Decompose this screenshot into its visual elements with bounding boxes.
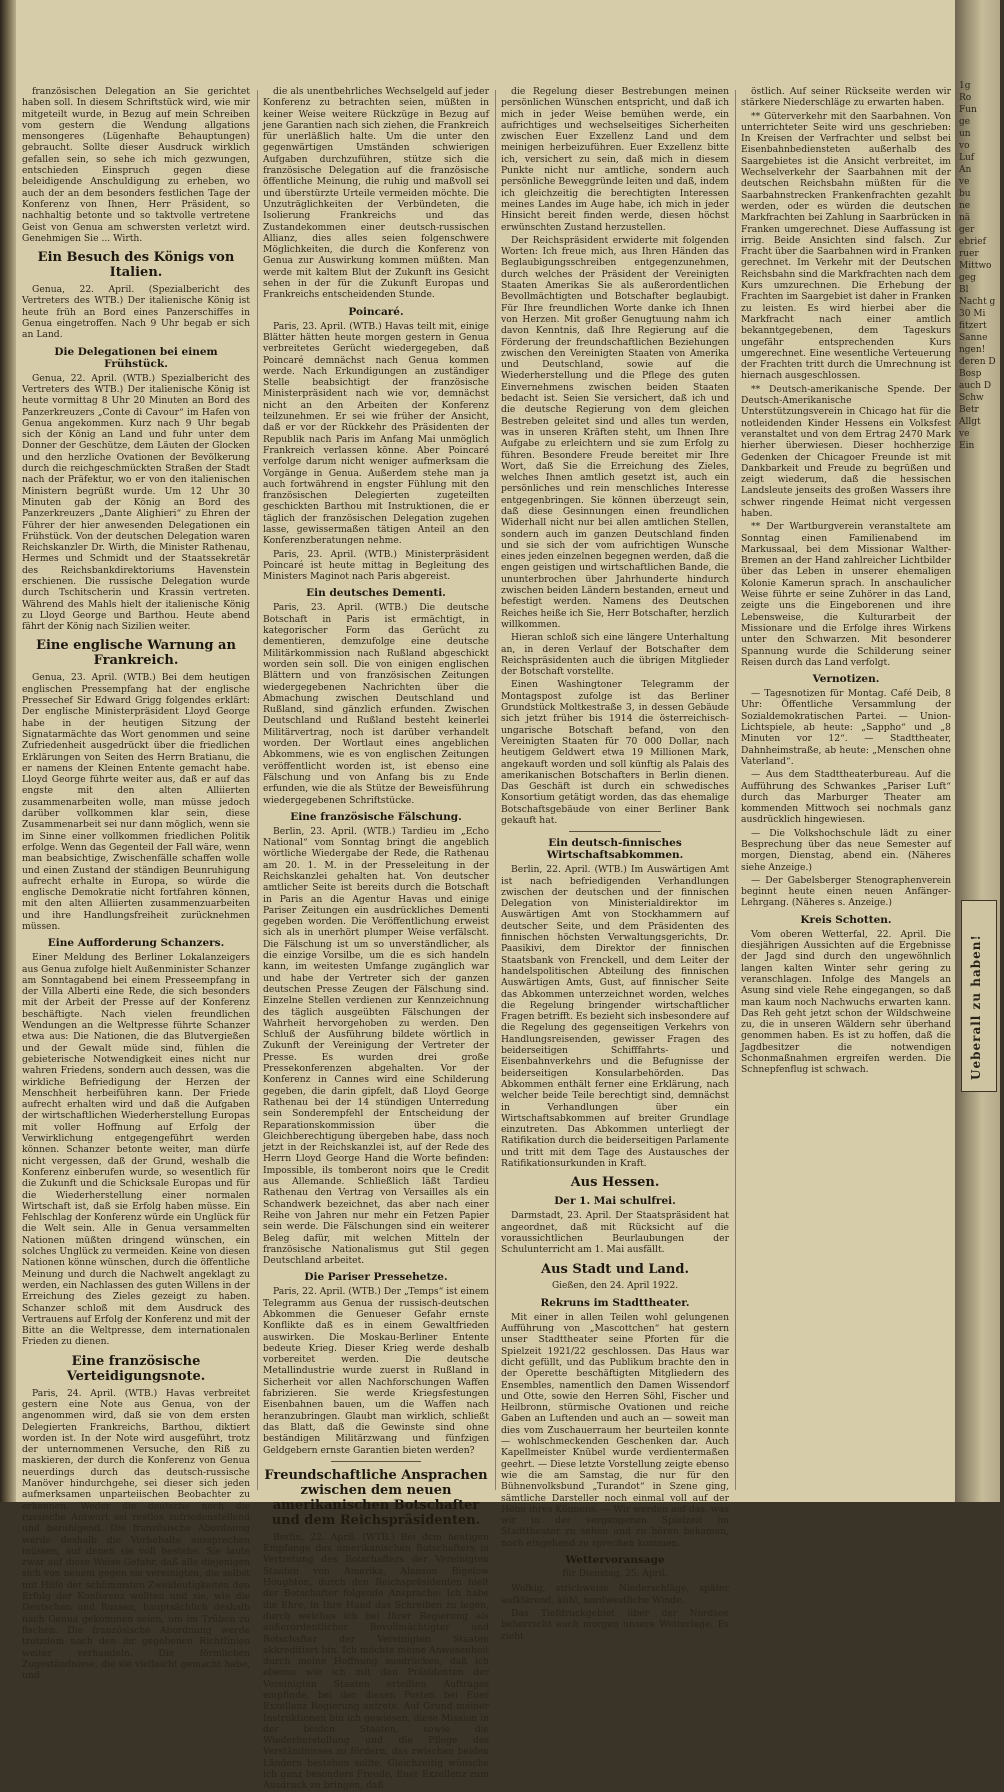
column-2	[263, 86, 489, 1792]
article-text: ** Der Wartburgverein veranstaltete am Sonntag einen Familienabend im Markussaal, bei dem Missionar Walther-Bremen an der Hand zahlreicher Lichtbilder über das Leben in unserer ehemaligen Kolonie Kamerun sprach. In anschaulicher Weise führte er seine Zuhörer in das Land, zeigte uns die Eingeborenen und ihre Lebensweise, die Kulturarbeit der Missionare und die Erfolge ihres Wirkens unter den Schwarzen. Mit besonderer Spannung wurde die Schilderung seiner Reisen durch das Land verfolgt.	[741, 521, 951, 668]
article-text: Paris, 23. April. (WTB.) Die deutsche Botschaft in Paris ist ermächtigt, in kategorischer Form das Gerücht zu dementieren, demzufolge eine deutsche Militärkommission nach Rußland abgeschickt worden sein soll. Die von einigen englischen Blättern und von französischen Zeitungen wiedergegebenen Nachrichten über die Abmachung zwischen Deutschland und Rußland, sind gänzlich erfunden. Zwischen Deutschland und Rußland besteht keinerlei Militärvertrag, noch ist darüber verhandelt worden. Der Wortlaut eines angeblichen Abkommens, wie es von englischen Zeitungen veröffentlicht worden ist, ist ebenso eine Fälschung und von Anfang bis zu Ende erfunden, wie die als Stütze der Beweisführung wiedergegebenen Schriftstücke.	[263, 602, 489, 806]
headline-stadttheater: Rekruns im Stadttheater.	[540, 1296, 690, 1309]
headline-englische-warnung: Eine englische Warnung an Frankreich.	[36, 638, 236, 669]
edge-snippet: ebrief	[959, 237, 986, 247]
edge-snippet: ge	[959, 117, 971, 127]
edge-snippet: Luf	[959, 153, 975, 163]
article-text: Berlin, 23. April. (WTB.) Tardieu im „Echo National“ vom Sonntag bringt die angeblich wörtliche Wiedergabe der Rede, die Rathenau am 20. 1. M. in der Presseleitung in der Reichskanzlei gehalten hat. Von deutscher amtlicher Seite ist bereits durch die Botschaft in Paris an die Agentur Havas und einige Pariser Zeitungen ein ausdrückliches Dementi gegeben worden. Die Veröffentlichung erweist sich als in unerhört plumper Weise verfälscht. Die Fälschung ist um so unverständlicher, als die einzige Vorsilbe, um die es sich handeln kann, im weitesten Umfange zugänglich war und habe der Vertreter sich der ganzen deutschen Presse Zeugen der Fälschung sind. Einzelne Stellen verdienen zur Kennzeichnung des täglich ausgeübten Fälschungen der Wahrheit hervorgehoben zu werden. Den Schluß der Ausführung bildete wörtlich in Zukunft der Vereinigung der Vertreter der Presse. Es wurden drei große Pressekonferenzen abgehalten. Vor der Konferenz in Cannes wird eine Schilderung gegeben, die darin gipfelt, daß Lloyd George Rathenau bei der 14 stündigen Unterredung sein Sonderempfehl der Entscheidung der Reparationskommission über die Gleichberechtigung übergeben habe, dass noch jetzt in der Reichskanzlei ist, auf der Rede des Herrn Lloyd George Hand die Worte befinden: Impossible, ils tomberont noirs que le Credit aus Allemande. Schließlich läßt Tardieu Rathenau den Vertrag von Versailles als ein Schandwerk bezeichnet, das aber nach einer Reihe von Jahren nur mehr ein Fetzen Papier sein werde. Die Fälschungen sind ein weiterer Beleg dafür, mit welchen Mitteln der französische Nationalismus gut Stil gegen Deutschland arbeitet.	[263, 825, 489, 1267]
article-text: Paris, 23. April. (WTB.) Havas teilt mit, einige Blätter hätten heute morgen gestern in Genua verbreitetes Gerücht wiedergegeben, daß Poincaré demnächst nach Genua kommen werde. Nach Erkundigungen an zuständiger Stelle beabsichtigt der französische Ministerpräsident nach wie vor, demnächst nicht an den Arbeiten der Konferenz teilzunehmen. Er sei wie früher der Ansicht, daß er vor der Rückkehr des Präsidenten der Republik nach Paris im Anfang Mai unmöglich Frankreich verlassen könne. Aber Poincaré verfolge darum nicht weniger aufmerksam die Vorgänge in Genua. Außerdem stehe man ja auch fortwährend in engster Fühlung mit den französischen Delegierten zugeteilten geschickten Barthou mit Instruktionen, die er täglich der französischen Delegation zugehen lasse, gewissermaßen tätigen Anteil an den Konferenzberatungen nehme.	[263, 320, 489, 547]
adjacent-ad-slogan: Ueberall zu haben!	[969, 934, 983, 1080]
divider-rule	[569, 831, 660, 832]
edge-snippet: vo	[959, 141, 970, 151]
headline-poincare: Poincaré.	[348, 305, 404, 318]
edge-snippet: Ro	[959, 93, 972, 103]
article-text: Genua, 22. April. (WTB.) Spezialbericht des Vertreters des WTB.) Der italienische König ist heute vormittag 8 Uhr 20 Minuten an Bord des Panzerkreuzers „Conte di Cavour“ im Hafen von Genua angekommen. Kurz nach 9 Uhr begab sich der König an Land und fuhr unter dem Donner der Geschütze, dem Läuten der Glocken und den herzliche Ovationen der Bevölkerung durch die reichgeschmückten Straßen der Stadt nach der Präfektur, wo er von den italienischen Ministern begrüßt wurde. Um 12 Uhr 30 Minuten gab der König an Bord des Panzerkreuzers „Dante Alighieri“ zu Ehren der Führer der hier anwesenden Delegationen ein Frühstück. Von der deutschen Delegation waren Reichskanzler Dr. Wirth, die Minister Rathenau, Hermes und Schmidt und der Staatssekretär des Reichsbankdirektoriums Havenstein erschienen. Die russische Delegation wurde durch Tschitscherin und Krassin vertreten. Während des Mahls hielt der italienische König zu Lloyd George und Barthou. Heute abend fährt der König nach Sizilien weiter.	[22, 372, 250, 633]
column-separator	[257, 90, 258, 1490]
edge-snippet: nä	[959, 213, 971, 223]
edge-snippet: Schw	[959, 393, 984, 403]
column-4-intro: östlich. Auf seiner Rückseite werden wir stärkere Niederschläge zu erwarten haben.	[741, 86, 951, 109]
article-text: Genua, 22. April. (Spezialbericht des Vertreters des WTB.) Der italienische König ist heute früh an Bord eines Panzerschiffes in Genua eingetroffen. Nach 9 Uhr begab er sich an Land.	[22, 284, 250, 341]
edge-snippet: ger	[959, 225, 975, 235]
headline-koenig-von-italien: Ein Besuch des Königs von Italien.	[37, 250, 235, 281]
column-3-intro: die Regelung dieser Bestrebungen meinen persönlichen Wünschen entspricht, und daß ich mich in jeder Weise bemühen werde, ein aufrichtiges und wechselseitiges Sicherheiten zwischen Euer Exzellenz Land und dem meinigen herbeizuführen. Euer Exzellenz bitte ich, versichert zu sein, daß mich in diesem Punkte nicht nur amtliche, sondern auch persönliche Beweggründe leiten und daß, indem ich gleichzeitig die berechtigten Interessen meines Landes im Auge habe, ich mich in jeder Hinsicht bereit finden werde, diesen höchst erwünschten Zustand herzustellen.	[501, 86, 729, 233]
article-text: Paris, 22. April. (WTB.) Der „Temps“ ist einem Telegramm aus Genua der russisch-deutschen Abkommen die Genueser Gefahr ernste Konflikte daß es in einem Gewaltfrieden auswirken. Die Moskau-Berliner Entente bedeute Krieg. Dieser Krieg werde deshalb vorbereitet werden. Die deutsche Metallindustrie wurde zuerst in Rußland in Sicherheit vor allen Nachforschungen Waffen fabrizieren. Sie werde Kriegsfestungen Eisenbahnen bauen, um die Waffen nach heranzubringen. Glaubt man wirklich, schließt das Blatt, daß die Gewinste sind ohne beständigen Militärzwang und fünfzigen Geldgebern ernste Garantien bieten werden?	[263, 1286, 489, 1456]
dateline: Gießen, den 24. April 1922.	[551, 1280, 679, 1291]
article-text: Paris, 24. April. (WTB.) Havas verbreitet gestern eine Note aus Genua, von der angenommen wird, daß sie von dem ersten Delegierten Frankreichs, Barthou, diktiert worden ist. In der Note wird ausgeführt, trotz der unternommenen Versuche, den Riß zu maskieren, der durch die Konferenz von Genua neuerdings durch das deutsch-russische Manöver hindurchgehe, sei dieser sich jeden aufmerksamen unparteiischen Beobachter zu erkennen. Weder die deutsche noch die russische Antwort sei restlos zufriedenstellend und beruhigend. Die französische Abordnung werde deshalb die Vorbehalte aussprechen müssen, auf denen sie voll bestehe. Sie laute zwar auf diese Weise Gefahr, daß alle diejenigen sich von neuem gegen sie vereinigten, die selbst mit Hilfe der schlimmsten Zweideutigkeiten den Erfolg der Konferenz wollten und sie, wie die Deutschen und Russen, hauptsächlich deshalb nach Genua gekommen seien, um im Trüben zu fischen. Die französische Abordnung werde trotzdem nach den ihr gegebenen Richtlinien weiter verhandeln. Die förmlichen Zugeständnisse, die sie vielleicht gemacht habe, und	[22, 1387, 250, 1682]
edge-snippet: ve	[959, 429, 970, 439]
headline-kreis-schotten: Kreis Schotten.	[800, 913, 892, 926]
article-text: Vom oberen Wetterfal, 22. April. Die diesjährigen Aussichten auf die Ergebnisse der Jagd sind durch den ungewöhnlich langen kalten Winter sehr gering zu veranschlagen. Infolge des Mangels an Asung sind viele Rehe eingegangen, so daß man kaum noch Nachwuchs erwarten kann. Das Reh geht jetzt schon der Wildschweine zu, die in unseren Wäldern sehr überhand genommen haben. Es ist zu hoffen, daß die Jagdbesitzer die notwendigen Schonmaßnahmen ergreifen werden. Die Schnepfenflug ist schwach.	[741, 928, 951, 1076]
page-gutter	[0, 0, 16, 1502]
subheadline-vernotizen: Vernotizen.	[812, 673, 880, 686]
edge-snippet: un	[959, 129, 971, 139]
article-text: Das Tiefdruckgebiet über der Nordsee beherrscht auch morgen unsere Wetterlage. Es zieht	[501, 1607, 729, 1642]
article-text: Berlin, 22. April. (WTB.) Bei dem heutigen Empfange des amerikanischen Botschafters in Vertretung des Botschafters der Vereinigten Staaten von Amerika, Alanson Bigelow Houghton, durch den Reichspräsidenten hielt der Botschafter folgende Ansprache: Ich habe die Ehre, in Ihre Hand das Schreiben zu legen, durch welches ich bei Ihrer Regierung als außerordentlicher Bevollmächtigter und Botschafter der Vereinigten Staaten akkreditiert bin. Ich möchte meine Anwesenheit durch meine Hoffnung ausdrücken, daß ich ebenso wie ich mit den Präsidenten der Vereinigten Staaten erteilten Auftrages empfinde, bei der diesen Posten bei Euer Exzellenz Regierung antrete. Auf Grund meiner Instruktionen bin ich gewiesen, diese Mission in der beiden Staaten, sowie die Wiederherstellung und die Pflege des Verständnisses zu fördern, das zwischen beiden Ländern bestehen sollte. Gleichzeitig wünsche ich ganz besonders Freude, Euer Exzellenz zum Ausdruck zu bringen, daß	[263, 1531, 489, 1792]
headline-franzoesische-faelschung: Eine französische Fälschung.	[290, 810, 462, 823]
edge-snippet: Sanne	[959, 333, 988, 343]
headline-deutsches-dementi: Ein deutsches Dementi.	[306, 587, 446, 600]
article-text: Einer Meldung des Berliner Lokalanzeigers aus Genua zufolge hielt Außenminister Schanzer am Sonntagabend bei einem Presseempfang in der Villa Alberti eine Rede, die sich besonders mit der Arbeit der Presse auf der Konferenz beschäftigte. Nach vielen freundlichen Wendungen an die Weltpresse führte Schanzer etwa aus: Die Nationen, die das Blutvergießen und der Gewalt müde sind, fühlen die gebieterische Notwendigkeit eines nicht nur wahren Friedens, sondern auch dessen, was die wirkliche Befriedigung der Herzen der Menschheit herbeiführen kann. Der Friede aufrecht erhalten wird und daß die Aufgaben der wirtschaftlichen Wiederherstellung Europas mit voller Hoffnung auf Erfolg der Verwirklichung entgegengeführt werden können. Schanzer betonte weiter, man dürfe nicht vergessen, daß der Grund, weshalb die Konferenz einberufen wurde, so wesentlich für die Zukunft und die Schicksale Europas und für die Wiederherstellung einer normalen Wirtschaft ist, daß sie Erfolg haben müsse. Ein Fehlschlag der Konferenz würde ein Unglück für die Welt sein. Alle in Genua versammelten Nationen müßten dringend wünschen, ein solches Unglück zu vermeiden. Keine von diesen Nationen könne wünschen, durch die öffentliche Meinung und durch die Nachwelt angeklagt zu werden, ein Nachlassen des guten Willens in der Erreichung des Zieles gezeigt zu haben. Schanzer schloß mit dem Ausdruck des Vertrauens auf Erfolg der Konferenz und mit der Bitte an die Weltpresse, dem internationalen Frieden zu dienen.	[22, 952, 250, 1348]
edge-snippet: Ein	[959, 441, 975, 451]
article-text: Genua, 23. April. (WTB.) Bei dem heutigen englischen Pressempfang hat der englische Pressechef Sir Edward Grigg folgendes erklärt: Der englische Ministerpräsident Lloyd George habe in der heutigen Sitzung der Signatarmächte das Wort genommen und seine Zufriedenheit ausgedrückt über die friedlichen Erklärungen von Seiten des Herrn Bratianu, die er namens der Kleinen Entente gemacht habe. Lloyd George führte weiter aus, daß er auf das engste mit den alten Alliierten zusammenarbeiten wolle, man müsse jedoch darüber vollkommen klar sein, diese Zusammenarbeit sei nur dann möglich, wenn sie im Sinne einer vollkommen friedlichen Politik erfolge. Wenn das Gegenteil der Fall wäre, wenn man beabsichtige, Zwischenfälle schaffen wolle und einen Zustand der ständigen Beunruhigung aufrecht erhalte in Europa, so würde die englische Demokratie nicht fortfahren können, mit den alten Alliierten zusammenzuarbeiten und ihre Handlungsfreiheit zurücknehmen müssen.	[22, 672, 250, 932]
weather-forecast: Wolkig, strichweise Niederschläge, später aufklärend, kühl, nordwestliche Winde.	[501, 1583, 729, 1606]
article-text: Der Reichspräsident erwiderte mit folgenden Worten: Ich freue mich, aus Ihren Händen das Beglaubigungsschreiben entgegenzunehmen, durch welches der Präsident der Vereinigten Staaten Amerikas Sie als außerordentlichen Bevollmächtigten und Botschafter beglaubigt. Für Ihre freundlichen Worte danke ich Ihnen von Herzen. Mit großer Genugtuung nahm ich davon Kenntnis, daß Ihre Regierung auf die Förderung der freundschaftlichen Beziehungen zwischen den Vereinigten Staaten von Amerika und Deutschland, sowie auf die Wiederherstellung und die Pflege des guten Einvernehmens zwischen beiden Staaten bedacht ist. Seien Sie versichert, daß ich und die deutsche Regierung von dem gleichen Bestreben geleitet sind und alles tun werden, was in unseren Kräften steht, um Ihnen Ihre Aufgabe zu erleichtern und sie zum Erfolg zu führen. Besondere Freude bereitet mir Ihre Wort, daß Sie die Erreichung des Zieles, welches Ihnen amtlich gesetzt ist, auch ein persönliches und rein menschliches Interesse entgegenbringen. Sie können überzeugt sein, daß diese Gesinnungen einen freundlichen Widerhall nicht nur bei allen amtlichen Stellen, sondern auch im ganzen Deutschland finden und sie sich der vom aufrichtigen Wunsche eines jeden einzelnen begegnen werden, daß die engen geistigen und wirtschaftlichen Bande, die ununterbrochen über Jahrhunderte hindurch zwischen beiden Ländern bestanden, erneut und befestigt werden. Namens des Deutschen Reiches heiße ich Sie, Herr Botschafter, herzlich willkommen.	[501, 234, 729, 630]
edge-snippet: Bosp	[959, 369, 982, 379]
headline-aufforderung-schanzers: Eine Aufforderung Schanzers.	[47, 937, 225, 950]
edge-snippet: Nacht g	[959, 297, 996, 307]
column-2-intro: die als unentbehrliches Wechselgeld auf jeder Konferenz zu betrachten seien, müßten in keiner Weise weitere Rückzüge in Bezug auf jene Garantien nach sich ziehen, die Frankreich für unerläßlich halte. Um die unter den gegenwärtigen Umständen schwierigen Aufgaben durchzuführen, stütze sich die französische Delegation auf die französische öffentliche Meinung, die ruhig und maßvoll sei und überstürzte Urteile vermeiden möchte. Die Unzuträglichkeiten der Verbündeten, die Isolierung Frankreichs und das Zustandekommen einer deutsch-russischen Allianz, dies alles seien folgenschwere Möglichkeiten, die durch die Konferenz von Genua zur Auswirkung kommen müßten. Man werde mit kaltem Blut der Zukunft ins Gesicht sehen in der für die Zukunft Europas und Frankreichs entscheidenden Stunde.	[263, 86, 489, 301]
headline-deutsch-finnisches-abkommen: Ein deutsch-finnisches Wirtschaftsabkommen.	[546, 837, 684, 862]
edge-snippet: geg	[959, 273, 976, 283]
edge-snippet: Fun	[959, 105, 977, 115]
column-3	[501, 86, 729, 1642]
subheadline-mai-schulfrei: Der 1. Mai schulfrei.	[554, 1195, 676, 1208]
edge-snippet: An	[959, 165, 972, 175]
edge-snippet: ve	[959, 177, 970, 187]
headline-aus-hessen: Aus Hessen.	[570, 1175, 660, 1191]
article-text: Mit einer in allen Teilen wohl gelungenen Aufführung von „Mascottchen“ hat gestern unser Stadttheater seine Pforten für die Spielzeit 1921/22 geschlossen. Das Haus war dicht gefüllt, und das Publikum brachte den in der Operette beschäftigten Mitgliedern des Ensembles, namentlich den Damen Wissendorf und Otte, sowie den Herren Söhl, Fischer und Heilbronn, stürmische Ovationen und reiche Gaben an Luftenden und auch an — soweit man dies vom Zuschauerraum her beurteilen konnte — wohlschmeckenden Geschenken dar. Auch Kapellmeister Knübel wurde verdientermaßen geehrt. — Diese letzte Vorstellung zeigte ebenso wie die am Samstag, die nur für den Bühnenvolksbund „Turandot“ in Szene ging, sämtliche Darsteller noch einmal voll auf der Höhe ihres Könnens. — Wir werden auf das, was wir in der vergangenen Spielzeit im Stadttheater zu sehen und zu hören bekamen, noch eingehend zu sprechen kommen.	[501, 1311, 729, 1549]
edge-snippet: deren D	[959, 357, 996, 367]
edge-snippet: ruer	[959, 249, 979, 259]
headline-aus-stadt-und-land: Aus Stadt und Land.	[541, 1261, 689, 1277]
article-text: Einen Washingtoner Telegramm der Montagspost zufolge ist das Berliner Grundstück Moltkestraße 3, in dessen Gebäude sich jetzt früher bis 1914 die österreichisch-ungarische Botschaft befand, von den Vereinigten Staaten für 70 000 Dollar, nach heutigem Geldwert etwa 19 Millionen Mark, angekauft worden und soll künftig als Palais des amerikanischen Botschafters in Berlin dienen. Das Geschäft ist durch ein schwedisches Konsortium getätigt worden, das das ehemalige Botschaftsgebäude von einer Berliner Bank gekauft hat.	[501, 679, 729, 826]
edge-snippet: 30 Mi	[959, 309, 986, 319]
article-text: ** Güterverkehr mit den Saarbahnen. Von unterrichteter Seite wird uns geschrieben: In Kreisen der Verfrachter und selbst bei Eisenbahnbediensteten außerhalb des Saargebietes ist die Ansicht verbreitet, im Wechselverkehr der Saarbahnen mit der deutschen Reichsbahn müßten für die Saarbahnstrecken Frankenfrachten gezahlt werden, oder es würden die deutschen Markfrachten bei Zahlung in Saarbrücken in Franken umgerechnet. Diese Auffassung ist irrig. Beide Ansichten sind falsch. Zur Fracht über die Saarbahnen wird in Franken gerechnet. Im Verkehr mit der Deutschen Reichsbahn sind die Markfrachten nach dem Kurs umzurechnen. Die Erhebung der Frachten im Saargebiet ist daher in Franken zu leisten. Es wird hierbei aber die Markfracht nach einer amtlich bekanntgegebenen, dem Tageskurs ungefähr entsprechenden Kurs umgerechnet. Eine wesentliche Verteuerung der Frachten tritt durch die Umrechnung ist hiernach ausgeschlossen.	[741, 110, 951, 382]
edge-snippet: bu	[959, 189, 971, 199]
edge-snippet: 1g	[959, 81, 971, 91]
article-text: Darmstadt, 23. April. Der Staatspräsident hat angeordnet, daß mit Rücksicht auf die voraussichtlichen Beurlaubungen der Schulunterricht am 1. Mai ausfällt.	[501, 1210, 729, 1256]
article-text: Berlin, 22. April. (WTB.) Im Auswärtigen Amt ist nach befriedigenden Verhandlungen zwischen der deutschen und der finnischen Delegation von Ministerialdirektor im Auswärtigen Amt von Stockhammern auf deutscher Seite, und dem Präsidenten des finnischen höchsten Verwaltungsgerichts, Dr. Paasikivi, dem Direktor der finnischen Staatsbank von Frenckell, und dem Leiter der handelspolitischen Abteilung des finnischen Auswärtigen Amts, Gust, auf finnischer Seite das Abkommen unterzeichnet worden, welches die Regelung bringender wirtschaftlicher Fragen betrifft. Es bezieht sich insbesondere auf die Regelung des gegenseitigen Verkehrs von Handlungsreisenden, gewisser Fragen des beiderseitigen Schifffahrts- und Eisenbahnverkehrs und die Befugnisse der beiderseitigen Konsularbehörden. Das Abkommen enthält ferner eine Erklärung, nach welcher beide Teile berechtigt sind, demnächst in Verhandlungen über ein Wirtschaftsabkommen auf breiter Grundlage einzutreten. Das Abkommen unterliegt der Ratifikation durch die beiderseitigen Parlamente und tritt mit dem Tage des Austausches der Ratifikationsurkunden in Kraft.	[501, 864, 729, 1170]
edge-snippet: Mittwo	[959, 261, 992, 271]
article-text: — Der Gabelsberger Stenographenverein beginnt heute einen neuen Anfänger-Lehrgang. (Näheres s. Anzeige.)	[741, 874, 951, 909]
edge-snippet: ngen!	[959, 345, 986, 355]
column-1	[22, 86, 250, 1682]
edge-snippet: fitzert	[959, 321, 987, 331]
headline-verteidigungsnote: Eine französische Verteidigungsnote.	[66, 1353, 206, 1384]
article-text: — Tagesnotizen für Montag. Café Deib, 8 Uhr: Öffentliche Versammlung der Sozialdemokratischen Partei. — Union-Lichtspiele, ab heute: „Sappho“ und „8 Minuten vor 12“. — Stadttheater, Dahnheimstraße, ab heute: „Menschen ohne Vaterland“.	[741, 688, 951, 767]
column-separator	[735, 90, 736, 1490]
edge-snippet: Betr	[959, 405, 979, 415]
headline-pariser-pressehetze: Die Pariser Pressehetze.	[304, 1271, 448, 1284]
edge-snippet: Allgt	[959, 417, 981, 427]
column-1-intro: französischen Delegation an Sie gerichtet haben soll. In diesem Schriftstück wird, wie mir mitgeteilt wurde, in Bezug auf mein Schreiben vom gestern die Wendung allgations mensongeres (Lügenhafte Behauptungen) gebraucht. Sollte dieser Ausdruck wirklich gefallen sein, so sehe ich mich gezwungen, entschieden Einspruch gegen diese beleidigende Anschuldigung zu erheben, wo auch der an dem besonders festlichen Tage der Konferenz von Ihnen, Herr Präsident, so nachhaltig betonte und so taktvolle vertretene Geist von Genua am schwersten verletzt wird. Genehmigen Sie ... Wirth.	[22, 86, 250, 244]
column-4	[741, 86, 951, 1501]
weather-date: für Dienstag, 25. April.	[562, 1569, 668, 1580]
article-text: — Aus dem Stadttheaterbureau. Auf die Aufführung des Schwankes „Pariser Luft“ durch das Marburger Theater am kommenden Mittwoch sei nochmals ganz ausdrücklich hingewiesen.	[741, 769, 951, 826]
article-text: Paris, 23. April. (WTB.) Ministerpräsident Poincaré ist heute mittag in Begleitung des Ministers Maginot nach Paris abgereist.	[263, 548, 489, 583]
article-text: ** Deutsch-amerikanische Spende. Der Deutsch-Amerikanische Unterstützungsverein in Chicago hat für die notleidenden Kinder Hessens ein Volksfest veranstaltet und von dem Ertrag 2470 Mark hierher überwiesen. Dieser hochherzige Gedenken der Chicagoer Freunde ist mit Dankbarkeit und Freude zu begrüßen und zeigt wiederum, daß die hessischen Landsleute jenseits des großen Wassers ihre schwer ringende Heimat nicht vergessen haben.	[741, 383, 951, 519]
column-separator	[495, 90, 496, 1490]
article-text: Hieran schloß sich eine längere Unterhaltung an, in deren Verlauf der Botschafter dem Reichspräsidenten auch die übrigen Mitglieder der Botschaft vorstellte.	[501, 632, 729, 678]
headline-delegationen-fruehstueck: Die Delegationen bei einem Frühstück.	[54, 345, 218, 370]
edge-snippet: ne	[959, 201, 971, 211]
headline-wettervoransage: Wettervoransage	[565, 1554, 665, 1567]
article-text: — Die Volkshochschule lädt zu einer Besprechung über das neue Semester auf morgen, Dienstag, abend ein. (Näheres siehe Anzeige.)	[741, 827, 951, 873]
adjacent-page-fragments	[959, 80, 1004, 980]
adjacent-page-edge	[955, 0, 1000, 1502]
edge-snippet: Bl	[959, 285, 969, 295]
divider-rule	[331, 1461, 421, 1462]
edge-snippet: auch D	[959, 381, 992, 391]
headline-freundschaftliche-ansprachen: Freundschaftliche Ansprachen zwischen dem neuen amerikanischen Botschafter und dem Reichspräsidenten.	[264, 1467, 488, 1528]
